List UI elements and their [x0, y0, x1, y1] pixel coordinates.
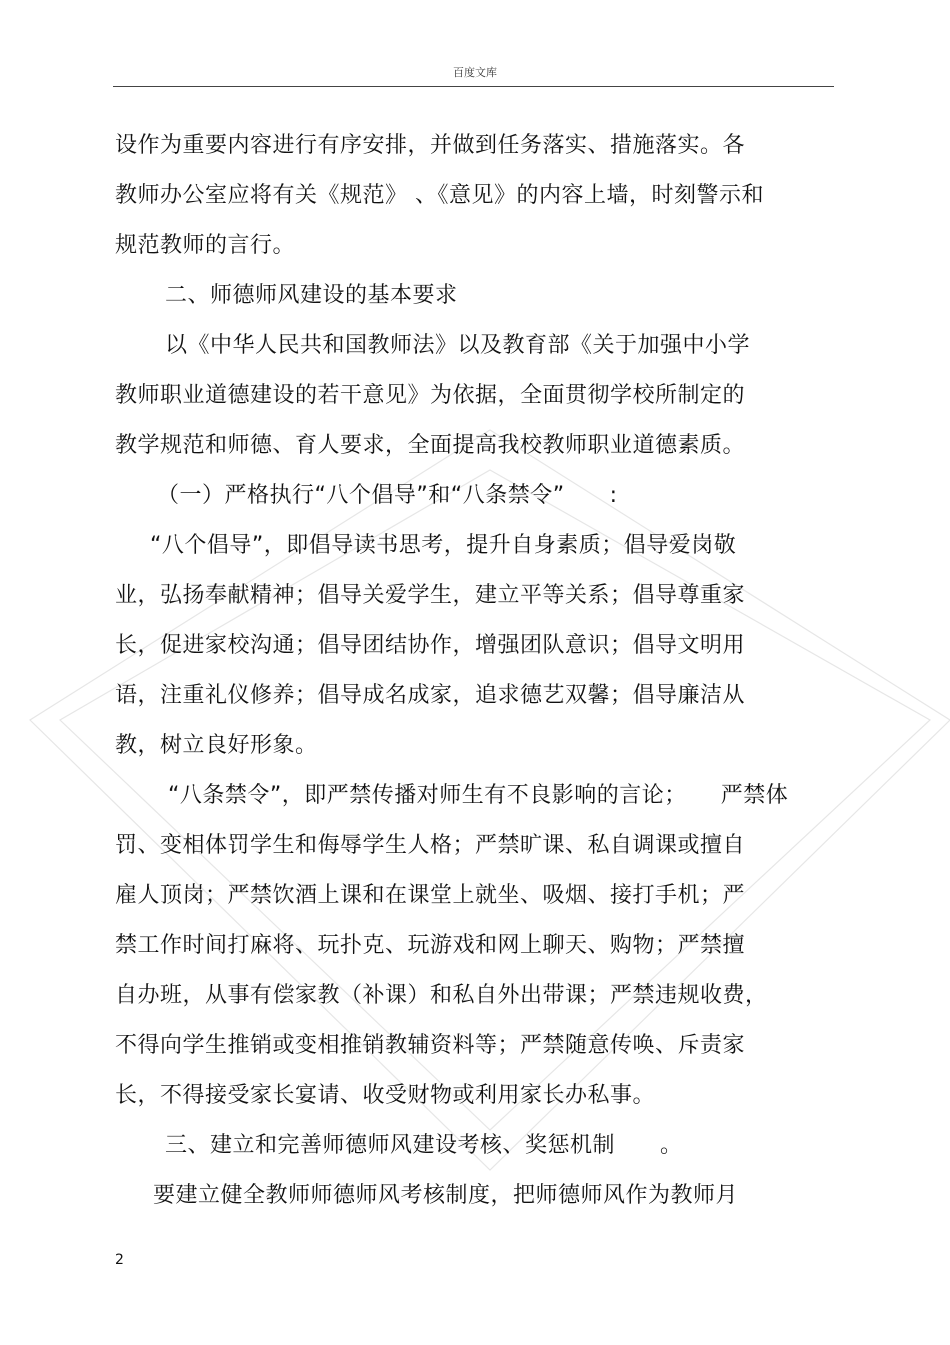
text-line: 教师职业道德建设的若干意见》为依据，全面贯彻学校所制定的: [115, 383, 746, 408]
text-line: 设作为重要内容进行有序安排，并做到任务落实、措施落实。各: [115, 133, 746, 158]
text-line: 语，注重礼仪修养；倡导成名成家，追求德艺双馨；倡导廉洁从: [115, 683, 746, 708]
page-header: 百度文库: [453, 66, 497, 79]
text-line: 长，不得接受家长宴请、收受财物或利用家长办私事。: [115, 1083, 656, 1108]
text-line: 以《中华人民共和国教师法》以及教育部《关于加强中小学: [165, 333, 751, 358]
text-line: 教学规范和师德、育人要求，全面提高我校教师职业道德素质。: [115, 433, 746, 458]
text-line: 罚、变相体罚学生和侮辱学生人格；严禁旷课、私自调课或擅自: [115, 833, 746, 858]
text-line: 不得向学生推销或变相推销教辅资料等；严禁随意传唤、斥责家: [115, 1033, 746, 1058]
header-divider: [113, 86, 834, 87]
text-line: 自办班，从事有偿家教（补课）和私自外出带课；严禁违规收费，: [115, 983, 768, 1008]
text-line: 禁工作时间打麻将、玩扑克、玩游戏和网上聊天、购物；严禁擅: [115, 933, 746, 958]
text-line: 规范教师的言行。: [115, 233, 296, 258]
text-line: 教，树立良好形象。: [115, 733, 318, 758]
text-line: “八条禁令”，即严禁传播对师生有不良影响的言论； 严禁体: [168, 783, 789, 808]
section-heading: 二、师德师风建设的基本要求: [165, 283, 458, 308]
page-number: 2: [115, 1252, 124, 1268]
text-line: 雇人顶岗；严禁饮酒上课和在课堂上就坐、吸烟、接打手机；严: [115, 883, 746, 908]
text-line: 长，促进家校沟通；倡导团结协作，增强团队意识；倡导文明用: [115, 633, 746, 658]
subsection-heading: （一）严格执行“八个倡导”和“八条禁令” :: [157, 483, 618, 508]
text-line: 要建立健全教师师德师风考核制度，把师德师风作为教师月: [153, 1183, 739, 1208]
text-line: 教师办公室应将有关《规范》 、《意见》的内容上墙，时刻警示和: [115, 183, 764, 208]
section-heading: 三、建立和完善师德师风建设考核、奖惩机制 。: [165, 1133, 683, 1158]
text-line: “八个倡导”，即倡导读书思考，提升自身素质；倡导爱岗敬: [150, 533, 737, 558]
text-line: 业，弘扬奉献精神；倡导关爱学生，建立平等关系；倡导尊重家: [115, 583, 746, 608]
